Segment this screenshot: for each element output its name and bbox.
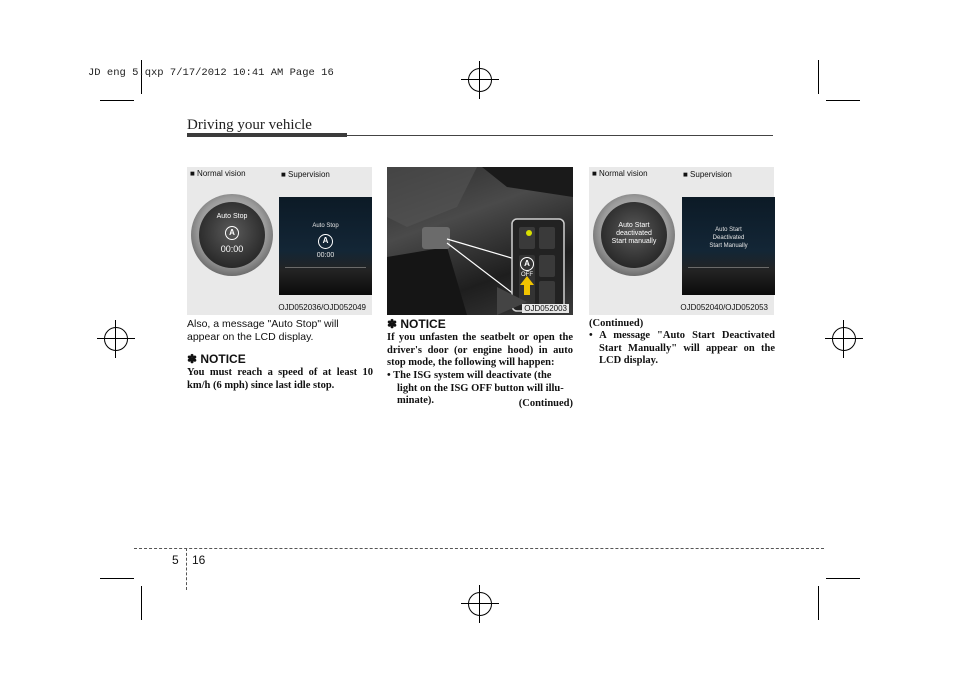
col2-continued: (Continued) (518, 398, 573, 409)
col2-notice-body: If you unfasten the seatbelt or open the driver's door (or engine hood) in auto stop mode, the following will happen: (387, 332, 573, 368)
col2-notice-title: ✽ NOTICE (387, 317, 446, 331)
col1-paragraph: Also, a message "Auto Stop" will appear on the LCD display. (187, 318, 339, 343)
label-normal-vision: ■ Normal vision (592, 169, 648, 178)
page-number: 16 (192, 553, 206, 567)
auto-stop-icon: A (225, 226, 239, 240)
isg-off-button-illustration (387, 167, 573, 315)
footer-rule (134, 548, 824, 549)
figure-code: OJD052003 (524, 304, 567, 313)
print-slug: JD eng 5.qxp 7/17/2012 10:41 AM Page 16 (88, 67, 334, 79)
gauge-cluster (191, 194, 273, 276)
label-supervision: ■ Supervision (683, 170, 732, 179)
isg-button-off-text: OFF (521, 272, 533, 278)
registration-mark-top (461, 61, 499, 99)
header-rule-accent (187, 133, 347, 137)
col1-notice-body: You must reach a speed of at least 10 km/h (6 mph) since last idle stop. (187, 367, 373, 391)
label-supervision: ■ Supervision (281, 170, 330, 179)
crop-mark (826, 100, 860, 101)
footer-separator (186, 548, 187, 590)
gauge-title: Auto Stop (216, 213, 248, 220)
label-normal-vision: ■ Normal vision (190, 169, 246, 178)
figure-code: OJD052040/OJD052053 (680, 303, 768, 312)
registration-mark-bottom (461, 585, 499, 623)
col3-bullet: • A message "Auto Start Deactivated Start Manually" will appear on the LCD display. (589, 330, 775, 366)
crop-mark (100, 578, 134, 579)
crop-mark (141, 586, 142, 620)
figure-auto-start-deactivated (589, 167, 774, 315)
figure-isg-off-button (387, 167, 573, 315)
crop-mark (826, 578, 860, 579)
lcd-line-3: Start Manually (709, 243, 748, 249)
crop-mark (818, 60, 819, 94)
lcd-line-2: Deactivated (712, 235, 745, 241)
gauge-cluster (593, 194, 675, 276)
figure-auto-stop (187, 167, 372, 315)
lcd-display (682, 197, 775, 295)
isg-button-letter: A (520, 257, 534, 271)
lcd-time: 00:00 (316, 252, 335, 259)
lcd-display (279, 197, 372, 295)
gauge-line-3: Start manually (611, 238, 657, 245)
gauge-time: 00:00 (220, 244, 244, 254)
figure-code: OJD052036/OJD052049 (278, 303, 366, 312)
gauge-line-2: deactivated (616, 230, 652, 237)
auto-stop-icon: A (318, 234, 333, 249)
gauge-line-1: Auto Start (618, 222, 650, 229)
chapter-number: 5 (172, 553, 179, 567)
lcd-title: Auto Stop (312, 223, 339, 229)
crop-mark (818, 586, 819, 620)
lcd-line-1: Auto Start (715, 227, 742, 233)
section-title: Driving your vehicle (187, 117, 312, 133)
crop-mark (100, 100, 134, 101)
registration-mark-right (825, 320, 863, 358)
col3-continued: (Continued) (589, 318, 644, 329)
registration-mark-left (97, 320, 135, 358)
col1-notice-title: ✽ NOTICE (187, 352, 246, 366)
col2-bullet: • The ISG system will deactivate (the light on the ISG OFF button will illu-minate). (387, 370, 564, 406)
